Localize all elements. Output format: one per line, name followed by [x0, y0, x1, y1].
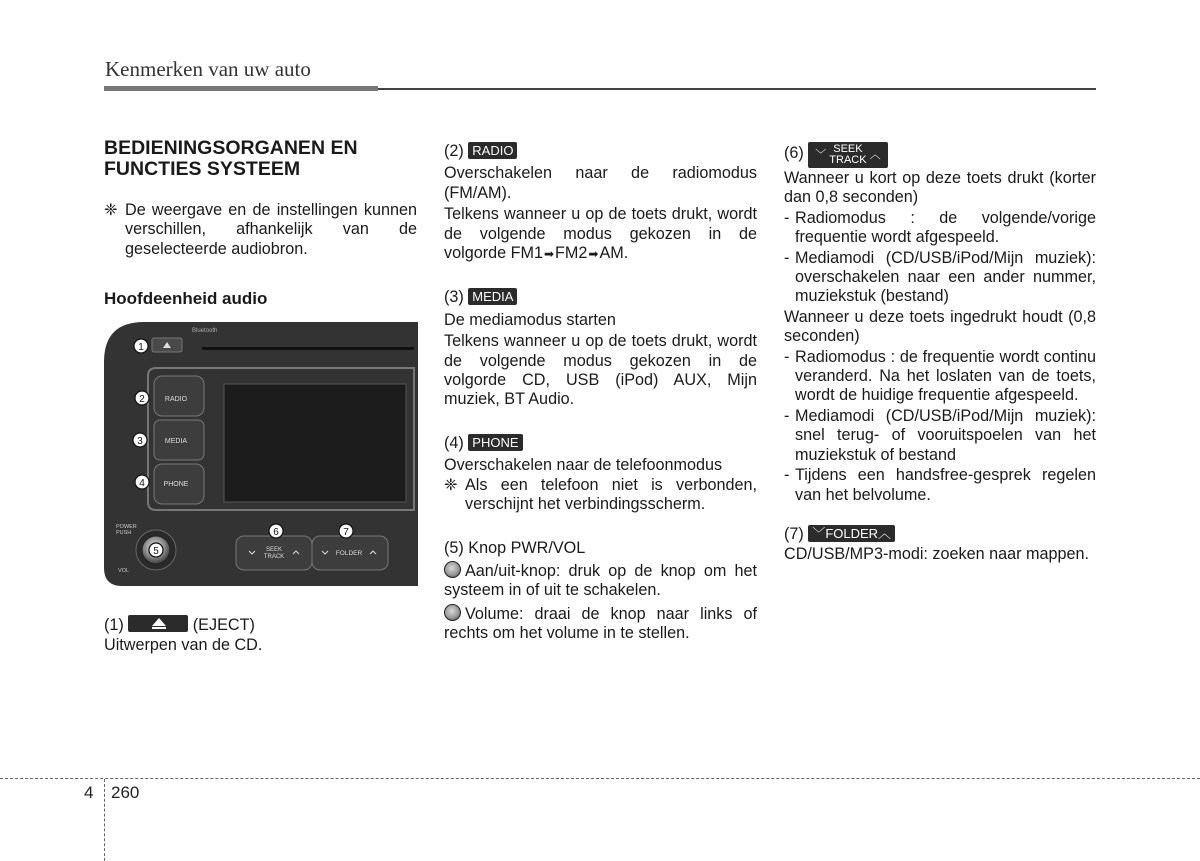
section-heading-line2: FUNCTIES SYSTEEM — [104, 158, 301, 180]
subheading-head-unit: Hoofdeenheid audio — [104, 289, 268, 309]
display-screen — [224, 384, 406, 502]
item2-header — [444, 142, 757, 161]
callout-4 — [135, 475, 149, 489]
svg-text:1: 1 — [138, 342, 144, 353]
eject-badge-icon — [128, 615, 188, 632]
callout-1 — [134, 339, 148, 353]
column-left — [104, 138, 417, 309]
seek-label: SEEK — [265, 547, 283, 553]
am-label: AM. — [599, 244, 629, 263]
track-badge-text: TRACK — [829, 154, 867, 166]
item5-text2: Volume: draai de knop naar links of rechts om het volume in te stellen. — [444, 604, 757, 643]
knob-icon — [444, 561, 461, 578]
chapter-title: Kenmerken van uw auto — [105, 57, 311, 81]
item6-list2-entry1: - Radiomodus : de frequentie wordt continu veranderd. Na het loslaten van de toets, wordt de huidige frequentie afgespeeld. — [784, 347, 1096, 405]
item4-number: (4) — [444, 433, 464, 452]
item7-header — [784, 525, 1096, 544]
folder-badge-text: FOLDER — [825, 525, 879, 541]
media-button-label: MEDIA — [164, 438, 188, 445]
item2-text2: Telkens wanneer u op de toets drukt, wordt de volgende modus gekozen in de volgorde FM1➡FM2➡AM. — [444, 205, 757, 263]
page-number: 260 — [111, 783, 140, 802]
item3-header — [444, 288, 757, 307]
power-label-line1: POWER — [116, 524, 137, 530]
column-middle — [444, 142, 757, 644]
arrow-right-icon: ➡ — [543, 247, 555, 262]
note-asterisk-icon: ❈ — [104, 201, 118, 219]
radio-badge: RADIO — [468, 142, 517, 159]
header-rule-thick — [104, 86, 378, 91]
phone-badge: PHONE — [468, 434, 522, 451]
callout-2 — [135, 391, 149, 405]
item3-number: (3) — [444, 288, 464, 307]
display-note-text: De weergave en de instellingen kunnen verschillen, afhankelijk van de geselecteerde audiobron. — [125, 201, 417, 258]
callout-7 — [339, 524, 353, 538]
display-note — [104, 201, 417, 259]
item2-text1: Overschakelen naar de radiomodus (FM/AM). — [444, 164, 757, 202]
item4-note — [444, 476, 757, 515]
chevron-up-icon: ︿ — [878, 525, 892, 541]
item3-text1: De mediamodus starten — [444, 310, 616, 329]
chevron-down-icon: ﹀ — [812, 525, 826, 541]
item2-number: (2) — [444, 142, 464, 160]
folder-badge — [808, 525, 895, 542]
callout-3 — [133, 433, 147, 447]
item6-list1-entry1: - Radiomodus : de volgende/vorige frequentie wordt afgespeeld. — [784, 208, 1096, 247]
note-asterisk-icon: ❈ — [444, 475, 458, 494]
power-label-line2: PUSH — [116, 530, 132, 536]
folder-label: FOLDER — [335, 550, 363, 557]
item6-list2-entry3: - Tijdens een handsfree-gesprek regelen van het belvolume. — [784, 466, 1096, 504]
item5-text1: Aan/uit-knop: druk op de knop om het systeem in of uit te schakelen. — [444, 561, 757, 600]
item7-text: CD/USB/MP3-modi: zoeken naar mappen. — [784, 545, 1090, 564]
item5-title: (5) Knop PWR/VOL — [444, 538, 586, 557]
item6-header — [784, 142, 1096, 168]
footer-vertical-rule — [104, 779, 105, 861]
item7-number: (7) — [784, 524, 804, 543]
chapter-number: 4 — [84, 783, 94, 802]
track-label: TRACK — [263, 554, 285, 560]
eject-text: Uitwerpen van de CD. — [104, 636, 263, 655]
svg-text:6: 6 — [273, 527, 279, 538]
bluetooth-label: Bluetooth — [192, 328, 218, 334]
item6-intro: Wanneer u kort op deze toets drukt (korter dan 0,8 seconden) — [784, 169, 1096, 207]
section-heading-line1: BEDIENINGSORGANEN EN — [104, 137, 358, 159]
item3-text2: Telkens wanneer u op de toets drukt, wordt de volgende modus gekozen in de volgorde CD, USB (iPod) AUX, Mijn muziek, BT Audio. — [444, 332, 757, 409]
footer-dashed-rule — [0, 778, 1200, 779]
item4-note-text: Als een telefoon niet is verbonden, verschijnt het verbindingsscherm. — [465, 475, 757, 514]
arrow-right-icon: ➡ — [588, 247, 599, 262]
svg-text:5: 5 — [153, 546, 159, 557]
knob-icon — [444, 604, 461, 621]
chevron-down-icon: ﹀ — [815, 149, 827, 161]
eject-description — [104, 615, 417, 656]
svg-text:3: 3 — [137, 436, 143, 447]
head-unit-illustration — [104, 322, 418, 586]
item6-list1-entry2: - Mediamodi (CD/USB/iPod/Mijn muziek): overschakelen naar een ander nummer, muziekstuk (bestand) — [784, 248, 1096, 306]
callout-6 — [269, 524, 283, 538]
callout-5 — [149, 543, 163, 557]
eject-number: (1) — [104, 616, 124, 634]
radio-button-label: RADIO — [164, 396, 188, 403]
svg-text:2: 2 — [139, 394, 145, 405]
vol-label: VOL — [118, 568, 130, 574]
eject-label: (EJECT) — [192, 616, 255, 634]
cd-slot — [202, 347, 414, 350]
item6-number: (6) — [784, 144, 804, 162]
item6-list2-entry2: - Mediamodi (CD/USB/iPod/Mijn muziek): snel terug- of vooruitspoelen van het muziekstuk of bestand — [784, 406, 1096, 464]
seek-track-badge — [808, 142, 887, 168]
item6-hold: Wanneer u deze toets ingedrukt houdt (0,8 seconden) — [784, 307, 1096, 346]
svg-text:4: 4 — [139, 478, 145, 489]
item4-text1: Overschakelen naar de telefoonmodus — [444, 456, 723, 475]
section-heading — [104, 138, 417, 180]
media-badge: MEDIA — [468, 288, 517, 305]
column-right — [784, 142, 1096, 565]
seek-badge-text: SEEK — [833, 143, 863, 155]
header-rule-thin — [378, 88, 1096, 90]
fm1-label: FM1 — [510, 244, 543, 263]
item4-header — [444, 434, 757, 453]
phone-button-label: PHONE — [163, 481, 189, 488]
chevron-up-icon: ︿ — [869, 149, 881, 161]
svg-text:7: 7 — [343, 527, 349, 538]
seek-track-button[interactable] — [236, 536, 312, 570]
fm2-label: FM2 — [555, 244, 588, 263]
